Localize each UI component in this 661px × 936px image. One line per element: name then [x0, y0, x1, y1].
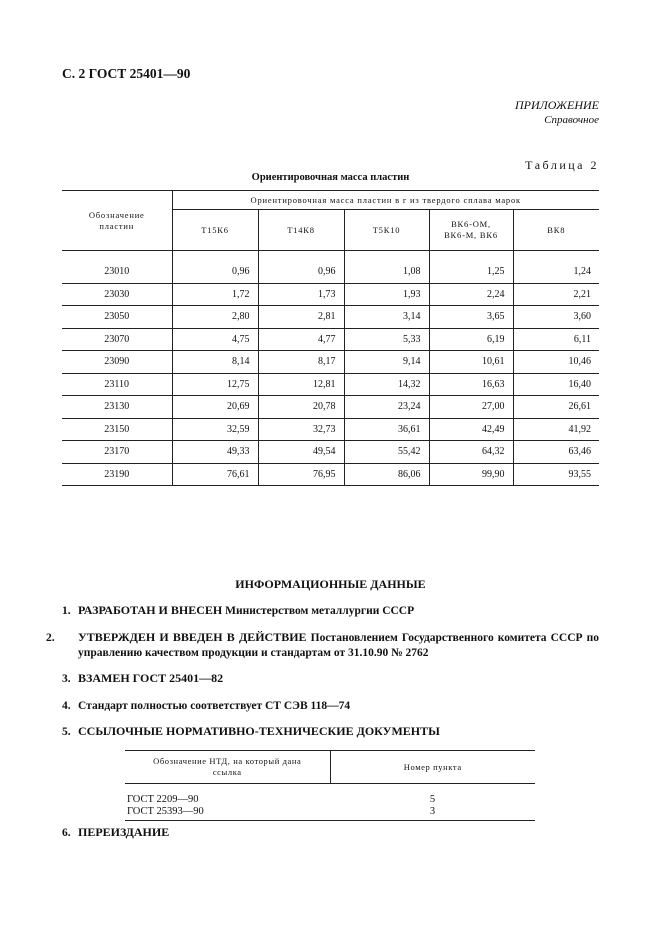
item-caps: ПЕРЕИЗДАНИЕ	[78, 825, 170, 839]
mass-value-cell: 3,14	[344, 306, 429, 329]
page-header: С. 2 ГОСТ 25401—90	[62, 66, 191, 81]
table-number: Таблица 2	[525, 158, 599, 172]
mass-value-cell: 2,21	[513, 283, 599, 306]
mass-value-cell: 20,69	[172, 396, 258, 419]
mass-value-cell: 14,32	[344, 373, 429, 396]
table-row	[62, 261, 599, 283]
info-item-approved	[46, 630, 599, 661]
mass-value-cell: 26,61	[513, 396, 599, 419]
mass-value-cell: 32,59	[172, 418, 258, 441]
mass-value-cell: 12,75	[172, 373, 258, 396]
appendix-label	[515, 98, 599, 128]
mass-value-cell: 4,77	[258, 328, 344, 351]
item-text: Стандарт полностью соответствует СТ СЭВ 118—74	[78, 700, 351, 712]
table-row	[62, 463, 599, 486]
item-caps: РАЗРАБОТАН И ВНЕСЕН	[78, 603, 223, 617]
mass-value-cell: 3,65	[429, 306, 513, 329]
ref-document-cell: ГОСТ 2209—90	[127, 794, 199, 805]
mass-value-cell: 41,92	[513, 418, 599, 441]
mass-value-cell: 0,96	[258, 261, 344, 283]
table-row	[62, 373, 599, 396]
item-caps: УТВЕРЖДЕН И ВВЕДЕН В ДЕЙСТВИЕ	[78, 630, 307, 644]
item-number: 4.	[62, 700, 71, 712]
mass-value-cell: 42,49	[429, 418, 513, 441]
mass-value-cell: 16,40	[513, 373, 599, 396]
mass-value-cell: 1,08	[344, 261, 429, 283]
mass-value-cell: 4,75	[172, 328, 258, 351]
plate-designation-cell: 23070	[62, 328, 172, 351]
item-text: Министерством металлургии СССР	[222, 605, 415, 617]
mass-value-cell: 8,14	[172, 351, 258, 374]
plate-designation-cell: 23130	[62, 396, 172, 419]
mass-value-cell: 76,95	[258, 463, 344, 486]
mass-value-cell: 6,19	[429, 328, 513, 351]
mass-value-cell: 86,06	[344, 463, 429, 486]
col-header-grade: Т15К6	[172, 210, 258, 251]
info-item-developed	[62, 603, 599, 619]
mass-value-cell: 20,78	[258, 396, 344, 419]
col-header-designation: Обозначение пластин	[62, 191, 172, 251]
plate-designation-cell: 23150	[62, 418, 172, 441]
mass-value-cell: 32,73	[258, 418, 344, 441]
mass-value-cell: 64,32	[429, 441, 513, 464]
mass-value-cell: 10,46	[513, 351, 599, 374]
item-number: 6.	[62, 827, 71, 839]
col-header-grade: ВК6-ОМ, ВК6-М, ВК6	[429, 210, 513, 251]
mass-value-cell: 1,73	[258, 283, 344, 306]
table-title: Ориентировочная масса пластин	[251, 172, 410, 183]
item-number: 5.	[62, 726, 71, 738]
mass-value-cell: 16,63	[429, 373, 513, 396]
mass-value-cell: 99,90	[429, 463, 513, 486]
plate-designation-cell: 23030	[62, 283, 172, 306]
plate-designation-cell: 23170	[62, 441, 172, 464]
mass-value-cell: 76,61	[172, 463, 258, 486]
info-item-references	[62, 724, 599, 740]
plate-designation-cell: 23050	[62, 306, 172, 329]
item-caps: ССЫЛОЧНЫЕ НОРМАТИВНО-ТЕХНИЧЕСКИЕ ДОКУМЕНТЫ	[78, 724, 440, 738]
table-row	[62, 283, 599, 306]
plate-designation-cell: 23190	[62, 463, 172, 486]
group-header-mass: Ориентировочная масса пластин в г из твердого сплава марок	[172, 191, 599, 210]
mass-value-cell: 6,11	[513, 328, 599, 351]
ref-header-clause: Номер пункта	[330, 751, 535, 784]
table-row	[62, 306, 599, 329]
plate-designation-cell: 23090	[62, 351, 172, 374]
item-number: 1.	[62, 605, 71, 617]
mass-value-cell: 49,54	[258, 441, 344, 464]
item-number: 3.	[62, 673, 71, 685]
col-header-grade: Т14К8	[258, 210, 344, 251]
info-section-title: ИНФОРМАЦИОННЫЕ ДАННЫЕ	[235, 577, 426, 591]
info-item-reissue	[62, 825, 599, 841]
mass-value-cell: 2,24	[429, 283, 513, 306]
info-item-conformance	[62, 698, 599, 714]
item-number: 2.	[46, 632, 55, 644]
plate-designation-cell: 23010	[62, 261, 172, 283]
table-row	[62, 441, 599, 464]
mass-value-cell: 1,93	[344, 283, 429, 306]
col-header-grade: ВК8	[513, 210, 599, 251]
item-caps: ВЗАМЕН ГОСТ 25401—82	[78, 671, 224, 685]
table-row	[125, 784, 535, 807]
reference-documents-table	[125, 750, 535, 821]
plate-designation-cell: 23110	[62, 373, 172, 396]
table-row	[62, 351, 599, 374]
mass-value-cell: 2,81	[258, 306, 344, 329]
mass-value-cell: 10,61	[429, 351, 513, 374]
mass-value-cell: 12,81	[258, 373, 344, 396]
mass-value-cell: 8,17	[258, 351, 344, 374]
mass-value-cell: 1,25	[429, 261, 513, 283]
ref-header-document: Обозначение НТД, на который дана ссылка	[153, 756, 302, 777]
item-text: Постановлением Государственного комитета СССР по управлению качеством продукции и стандартам от 31.10.90 № 2762	[78, 632, 599, 659]
appendix-subtitle: Справочное	[544, 114, 599, 126]
mass-value-cell: 49,33	[172, 441, 258, 464]
plate-mass-table	[62, 190, 599, 486]
mass-value-cell: 27,00	[429, 396, 513, 419]
table-row	[125, 806, 535, 821]
mass-value-cell: 2,80	[172, 306, 258, 329]
mass-value-cell: 9,14	[344, 351, 429, 374]
mass-value-cell: 23,24	[344, 396, 429, 419]
ref-clause-cell: 5	[429, 794, 436, 805]
mass-value-cell: 1,72	[172, 283, 258, 306]
mass-value-cell: 93,55	[513, 463, 599, 486]
ref-document-cell: ГОСТ 25393—90	[125, 806, 330, 821]
mass-value-cell: 1,24	[513, 261, 599, 283]
mass-value-cell: 55,42	[344, 441, 429, 464]
col-header-grade: Т5К10	[344, 210, 429, 251]
table-row	[62, 418, 599, 441]
mass-value-cell: 0,96	[172, 261, 258, 283]
mass-value-cell: 5,33	[344, 328, 429, 351]
ref-clause-cell: 3	[330, 806, 535, 821]
mass-value-cell: 63,46	[513, 441, 599, 464]
mass-value-cell: 3,60	[513, 306, 599, 329]
table-row	[62, 328, 599, 351]
appendix-title: ПРИЛОЖЕНИЕ	[515, 98, 599, 112]
table-row	[62, 396, 599, 419]
mass-value-cell: 36,61	[344, 418, 429, 441]
info-item-replaces	[62, 671, 599, 687]
